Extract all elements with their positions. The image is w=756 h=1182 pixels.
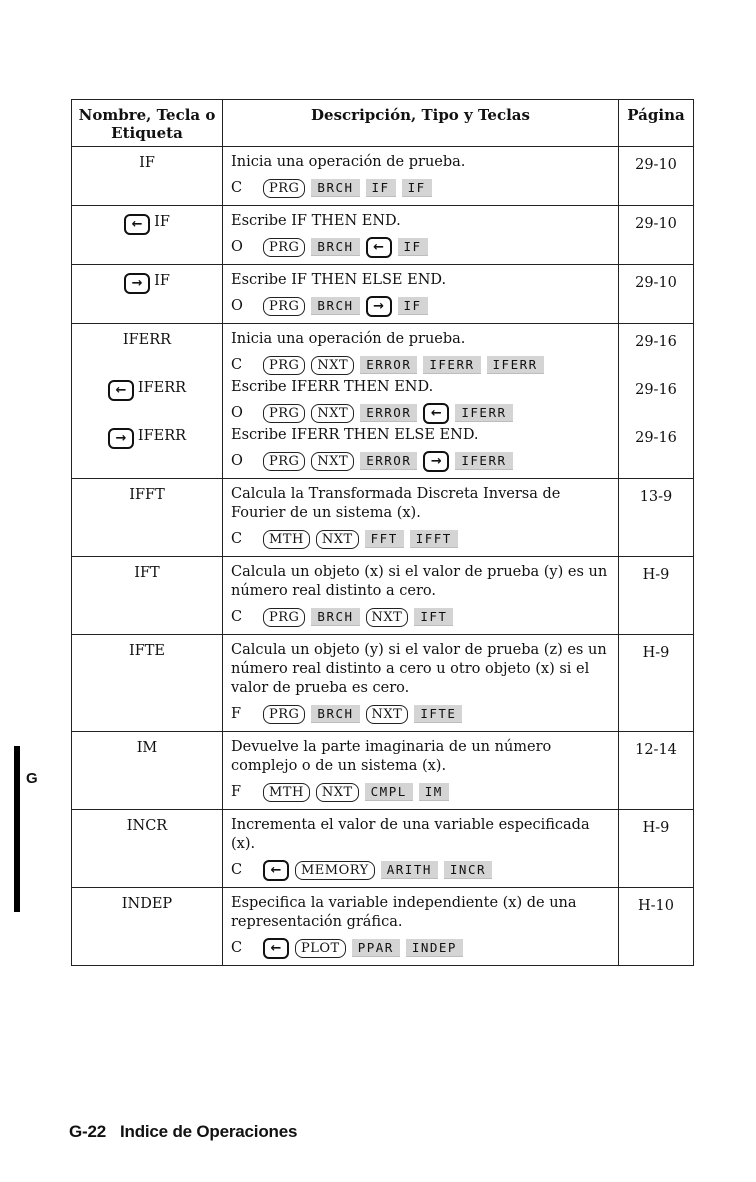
- operation-type: F: [231, 784, 242, 800]
- section-tab-letter: G: [26, 770, 38, 787]
- page-cell: [619, 324, 694, 479]
- description-cell: [223, 635, 619, 732]
- menu-key: IF: [398, 297, 428, 315]
- name-cell: [72, 265, 223, 324]
- operation-type: C: [231, 609, 243, 625]
- description-cell: [223, 265, 619, 324]
- description-cell: [223, 557, 619, 635]
- footer-page-number: G-22: [69, 1122, 106, 1141]
- description-block: [231, 738, 610, 805]
- key-sequence: [231, 234, 610, 260]
- key-sequence: [231, 293, 610, 319]
- left-shift-key-icon: ←: [108, 380, 134, 401]
- menu-key: IF: [398, 238, 428, 256]
- hard-key: NXT: [311, 356, 354, 375]
- operation-type: O: [231, 239, 243, 255]
- key-sequence: [231, 604, 610, 630]
- name-cell: [72, 479, 223, 557]
- name-cell: [72, 732, 223, 810]
- header-page: Página: [619, 100, 694, 147]
- key-sequence: [231, 400, 610, 426]
- table-row: [72, 732, 694, 810]
- operation-name: [72, 896, 222, 963]
- name-cell: [72, 324, 223, 479]
- left-shift-key-icon: ←: [263, 860, 289, 881]
- left-shift-key-icon: ←: [423, 403, 449, 424]
- hard-key: PRG: [263, 356, 305, 375]
- hard-key: NXT: [311, 404, 354, 423]
- page-number: 29-16: [635, 334, 677, 350]
- operation-label: IF: [154, 273, 170, 289]
- page-footer: [69, 1122, 311, 1142]
- operation-type: C: [231, 940, 243, 956]
- hard-key: NXT: [366, 608, 409, 627]
- operation-type: C: [231, 531, 243, 547]
- table-row: [72, 265, 694, 324]
- footer-title: Indice de Operaciones: [120, 1122, 298, 1141]
- page-cell: [619, 265, 694, 324]
- page-cell: [619, 635, 694, 732]
- page-number: H-10: [638, 898, 674, 914]
- description-cell: [223, 732, 619, 810]
- description-text: Devuelve la parte imaginaria de un número complejo o de un sistema (x).: [231, 739, 552, 774]
- key-sequence: [231, 175, 610, 201]
- operation-name: [72, 818, 222, 885]
- description-block: [231, 212, 610, 260]
- menu-key: IFTE: [414, 705, 462, 723]
- header-description: Descripción, Tipo y Teclas: [223, 100, 619, 147]
- left-shift-key-icon: ←: [366, 237, 392, 258]
- page-number: 29-16: [635, 382, 677, 398]
- menu-key: IF: [402, 179, 432, 197]
- right-shift-key-icon: →: [124, 273, 150, 294]
- operation-label: IM: [136, 740, 158, 756]
- description-block: [231, 563, 610, 630]
- description-block: [231, 271, 610, 319]
- operations-table: [71, 99, 694, 966]
- page-cell: [619, 147, 694, 206]
- hard-key: MEMORY: [295, 861, 375, 880]
- description-block: [231, 894, 610, 961]
- hard-key: NXT: [316, 530, 359, 549]
- description-cell: [223, 147, 619, 206]
- description-cell: [223, 888, 619, 966]
- description-block: [231, 485, 610, 552]
- page-number: 12-14: [635, 742, 677, 758]
- menu-key: IFERR: [455, 404, 512, 422]
- hard-key: MTH: [263, 530, 310, 549]
- operation-name: [72, 740, 222, 807]
- table-row: [72, 557, 694, 635]
- page-number: H-9: [642, 645, 670, 661]
- key-sequence: [231, 857, 610, 883]
- operation-name: [72, 332, 222, 380]
- description-block: [231, 378, 610, 426]
- operation-name: [72, 643, 222, 729]
- operation-label: INCR: [126, 818, 168, 834]
- table-row: [72, 206, 694, 265]
- hard-key: NXT: [366, 705, 409, 724]
- page-number: 13-9: [639, 489, 673, 505]
- description-cell: [223, 324, 619, 479]
- operation-label: IFTE: [128, 643, 166, 659]
- page-cell: [619, 557, 694, 635]
- key-sequence: [231, 448, 610, 474]
- description-block: [231, 641, 610, 727]
- operation-type: F: [231, 706, 242, 722]
- menu-key: ERROR: [360, 452, 417, 470]
- name-cell: [72, 147, 223, 206]
- hard-key: NXT: [311, 452, 354, 471]
- menu-key: CMPL: [365, 783, 413, 801]
- page-number: H-9: [642, 820, 670, 836]
- operation-name: [72, 155, 222, 203]
- menu-key: IFERR: [423, 356, 480, 374]
- description-text: Especifica la variable independiente (x) de una representación gráfica.: [231, 895, 577, 930]
- menu-key: INCR: [444, 861, 492, 879]
- hard-key: PRG: [263, 179, 305, 198]
- description-text: Inicia una operación de prueba.: [231, 331, 466, 347]
- name-cell: [72, 557, 223, 635]
- description-cell: [223, 479, 619, 557]
- menu-key: IFERR: [487, 356, 544, 374]
- operation-label: INDEP: [121, 896, 173, 912]
- table-header-row: [72, 100, 694, 147]
- page-cell: [619, 888, 694, 966]
- page-number: 29-10: [635, 275, 677, 291]
- left-shift-key-icon: ←: [263, 938, 289, 959]
- operation-type: C: [231, 862, 243, 878]
- operation-name: [72, 428, 222, 476]
- page-number: 29-10: [635, 157, 677, 173]
- operation-name: [72, 380, 222, 428]
- operation-type: O: [231, 453, 243, 469]
- hard-key: NXT: [316, 783, 359, 802]
- name-cell: [72, 888, 223, 966]
- menu-key: FFT: [365, 530, 404, 548]
- menu-key: IFERR: [455, 452, 512, 470]
- menu-key: IFT: [414, 608, 453, 626]
- hard-key: PRG: [263, 297, 305, 316]
- operation-label: IFT: [134, 565, 160, 581]
- description-cell: [223, 206, 619, 265]
- menu-key: BRCH: [311, 238, 359, 256]
- description-block: [231, 816, 610, 883]
- hard-key: PRG: [263, 452, 305, 471]
- hard-key: PLOT: [295, 939, 346, 958]
- operation-label: IF: [139, 155, 155, 171]
- page-cell: [619, 479, 694, 557]
- menu-key: BRCH: [311, 705, 359, 723]
- table-row: [72, 479, 694, 557]
- right-shift-key-icon: →: [423, 451, 449, 472]
- menu-key: ERROR: [360, 404, 417, 422]
- section-tab-bar: [14, 746, 20, 912]
- hard-key: PRG: [263, 705, 305, 724]
- operation-label: IF: [154, 214, 170, 230]
- description-text: Incrementa el valor de una variable especificada (x).: [231, 817, 590, 852]
- menu-key: PPAR: [352, 939, 400, 957]
- operation-label: IFERR: [137, 380, 187, 396]
- hard-key: PRG: [263, 238, 305, 257]
- key-sequence: [231, 935, 610, 961]
- description-text: Escribe IF THEN END.: [231, 213, 401, 229]
- menu-key: IF: [366, 179, 396, 197]
- description-text: Escribe IFERR THEN ELSE END.: [231, 427, 479, 443]
- description-block: [231, 426, 610, 474]
- menu-key: ERROR: [360, 356, 417, 374]
- description-block: [231, 330, 610, 378]
- operation-name: [72, 273, 222, 321]
- page-cell: [619, 810, 694, 888]
- page-number: H-9: [642, 567, 670, 583]
- table-row: [72, 147, 694, 206]
- menu-key: BRCH: [311, 608, 359, 626]
- key-sequence: [231, 701, 610, 727]
- operation-name: [72, 214, 222, 262]
- page-cell: [619, 732, 694, 810]
- table-row: [72, 324, 694, 479]
- hard-key: PRG: [263, 608, 305, 627]
- menu-key: IFFT: [410, 530, 458, 548]
- menu-key: INDEP: [406, 939, 463, 957]
- page-number: 29-10: [635, 216, 677, 232]
- hard-key: PRG: [263, 404, 305, 423]
- operation-type: O: [231, 298, 243, 314]
- description-cell: [223, 810, 619, 888]
- table-row: [72, 810, 694, 888]
- name-cell: [72, 810, 223, 888]
- description-block: [231, 153, 610, 201]
- operation-name: [72, 487, 222, 554]
- table-row: [72, 888, 694, 966]
- key-sequence: [231, 352, 610, 378]
- table-row: [72, 635, 694, 732]
- left-shift-key-icon: ←: [124, 214, 150, 235]
- description-text: Inicia una operación de prueba.: [231, 154, 466, 170]
- operation-label: IFFT: [129, 487, 165, 503]
- operation-type: C: [231, 180, 243, 196]
- menu-key: ARITH: [381, 861, 438, 879]
- name-cell: [72, 635, 223, 732]
- menu-key: BRCH: [311, 179, 359, 197]
- right-shift-key-icon: →: [108, 428, 134, 449]
- operation-type: C: [231, 357, 243, 373]
- key-sequence: [231, 526, 610, 552]
- header-name: Nombre, Tecla o Etiqueta: [72, 100, 223, 147]
- description-text: Escribe IF THEN ELSE END.: [231, 272, 447, 288]
- menu-key: IM: [419, 783, 449, 801]
- operation-label: IFERR: [122, 332, 172, 348]
- menu-key: BRCH: [311, 297, 359, 315]
- name-cell: [72, 206, 223, 265]
- page-number: 29-16: [635, 430, 677, 446]
- description-text: Calcula un objeto (x) si el valor de prueba (y) es un número real distinto a cero.: [231, 564, 608, 599]
- page-cell: [619, 206, 694, 265]
- operation-name: [72, 565, 222, 632]
- key-sequence: [231, 779, 610, 805]
- operation-type: O: [231, 405, 243, 421]
- operation-label: IFERR: [137, 428, 187, 444]
- description-text: Escribe IFERR THEN END.: [231, 379, 434, 395]
- hard-key: MTH: [263, 783, 310, 802]
- description-text: Calcula un objeto (y) si el valor de prueba (z) es un número real distinto a cero u otro objeto (x) si el valor de prueba es cero.: [231, 642, 607, 696]
- description-text: Calcula la Transformada Discreta Inversa de Fourier de un sistema (x).: [231, 486, 561, 521]
- right-shift-key-icon: →: [366, 296, 392, 317]
